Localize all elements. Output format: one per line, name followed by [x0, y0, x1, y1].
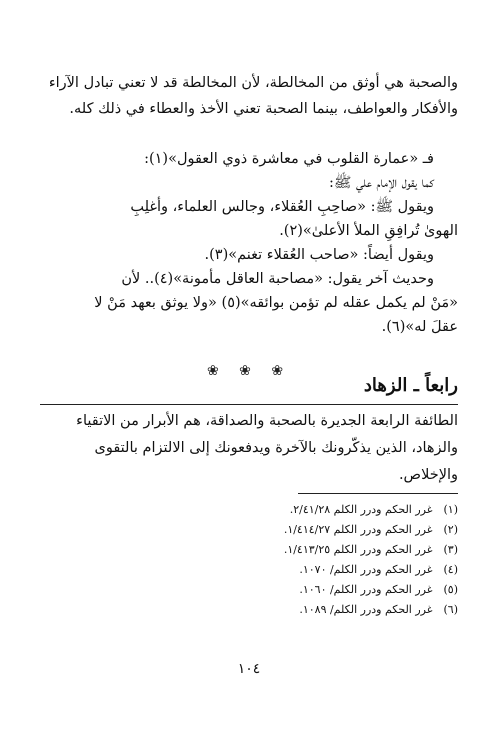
quote-line-3: ويقول ﷺ: «صاحِبِ العُقلاء، وجالس العلماء، وأغلِبِ — [130, 199, 434, 215]
footnote-number: (٢) — [443, 523, 458, 536]
section-heading: رابعاً ـ الزهاد — [363, 375, 458, 396]
footnote-number: (٣) — [443, 543, 458, 556]
footnote — [38, 560, 458, 580]
page-number: ١٠٤ — [237, 661, 261, 677]
quote-line-7: «مَنْ لم يكمل عقله لم تؤمن بوائقه»(٥) «ولا يوثق بعهد مَنْ لا — [94, 295, 458, 311]
footnote — [38, 500, 458, 520]
footnote — [38, 580, 458, 600]
heading-underline — [40, 404, 458, 405]
quote-line-1: فـ «عمارة القلوب في معاشرة ذوي العقول»(١): — [144, 151, 434, 167]
footnote-text: غرر الحكم ودرر الكلم/ ١٠٦٠. — [299, 583, 433, 596]
quote-line-6: وحديث آخر يقول: «مصاحبة العاقل مأمونة»(٤).. لأن — [121, 271, 434, 287]
section-divider-ornament: ❀ ❀ ❀ — [206, 363, 292, 379]
quote-line-4: الهوىٰ تُرافِقِ الملأ الأعلىٰ»(٢). — [279, 223, 458, 239]
footnote-text: غرر الحكم ودرر الكلم/ ١٠٧٠. — [299, 563, 433, 576]
footnote-number: (١) — [443, 503, 458, 516]
footnote-separator — [298, 493, 458, 494]
footnote — [38, 520, 458, 540]
paragraph-companionship: والصحبة هي أوثق من المخالطة، لأن المخالطة قد لا تعني تبادل الآراء والأفكار والعواطف، بينما الصحبة تعني الأخذ والعطاء في ذلك كله. — [48, 75, 458, 117]
footnote-number: (٥) — [443, 583, 458, 596]
footnote-number: (٤) — [443, 563, 458, 576]
footnote — [38, 600, 458, 620]
footnote-text: غرر الحكم ودرر الكلم ٢/٤١/٢٨. — [289, 503, 433, 516]
footnote-text: غرر الحكم ودرر الكلم ١/٤١٣/٢٥. — [283, 543, 433, 556]
footnote-text: غرر الحكم ودرر الكلم ١/٤١٤/٢٧. — [283, 523, 433, 536]
footnote — [38, 540, 458, 560]
quote-line-5: ويقول أيضاً: «صاحب العُقلاء تغنم»(٣). — [204, 247, 434, 263]
footnote-text: غرر الحكم ودرر الكلم/ ١٠٨٩. — [299, 603, 433, 616]
quote-line-2: كما يقول الإمام علي ﷺ: — [328, 175, 434, 191]
paragraph-ascetics: الطائفة الرابعة الجديرة بالصحبة والصداقة، هم الأبرار من الاتقياء والزهاد، الذين يذكّرونك بالآخرة ويدفعونك إلى الالتزام بالتقوى والإخلاص. — [76, 413, 458, 483]
footnote-number: (٦) — [443, 603, 458, 616]
quote-line-8: عقلَ له»(٦). — [381, 319, 458, 335]
